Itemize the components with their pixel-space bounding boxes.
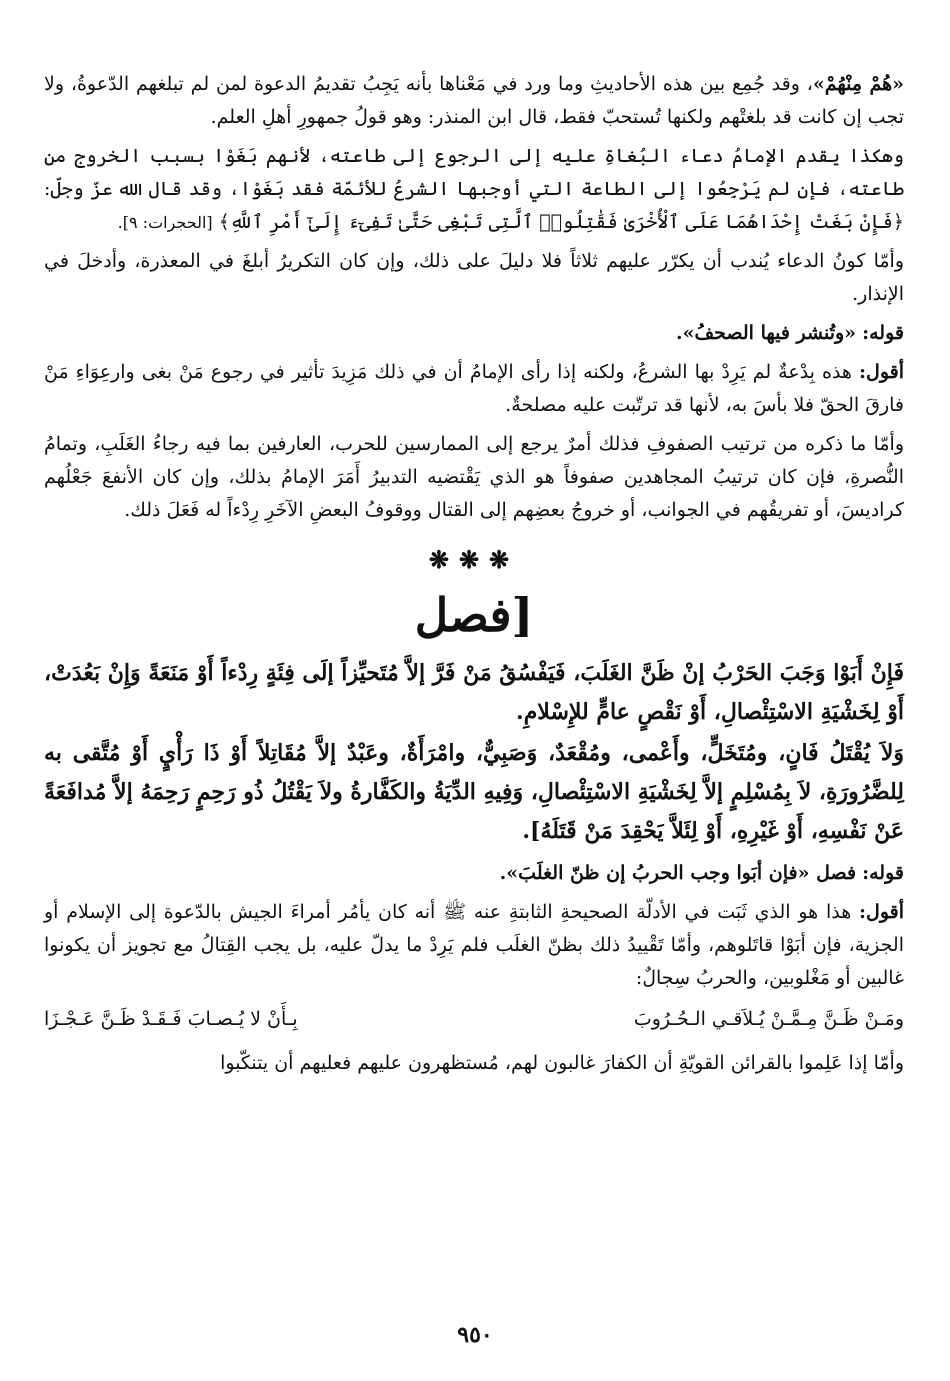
paragraph-4 [44,317,904,350]
sharh-question [44,857,904,890]
qawluh-label: قوله: [862,322,904,344]
sharh-last-line: وأمّا إذا عَلِموا بالقرائن القويّةِ أن الكفارَ غالبون لهم، مُستظهرون عليهم فعليهم أن يتنكّبوا [220,1052,904,1074]
section-separator: ❋❋❋ [428,545,520,574]
paragraph-6: وأمّا ما ذكره من ترتيب الصفوفِ فذلك أمرٌ يرجع إلى الممارسين للحرب، العارفين بما فيه رجاءُ الغَلَبِ، وتمامُ النُّصرةِ، فإن كان ترتيبُ المجاهدين صفوفاً هو الذي يَقْتضيه التدبيرُ أَمَرَ الإمامُ بذلك، وإن كان الأنفعَ جَعْلُهم كراديسَ، أو تفريقُهم في الجوانب، أو خروجُ بعضِهم إلى القتال ووقوفُ البعضِ الآخَرِ رِدْءاً له فَعَلَ ذلك. [44,433,904,521]
page-body [44,68,904,1086]
paragraph-5 [44,356,904,422]
quran-verse: ﴿فَإِنْ بَغَتْ إِحْدَاهُمَا عَلَى ٱلْأُخْرَىٰ فَقَٰتِلُوا۟ ٱلَّتِى تَبْغِى حَتَّىٰ تَفِىٓءَ إِلَىٰٓ أَمْرِ ٱللَّهِ﴾ [218,211,904,233]
poetry-verse [44,1001,904,1037]
paragraph-2-text: وهكذا يقدم الإمامُ دعاء البُغاةِ عليه إلى الرجوع إلى طاعته، لأنهم بَغَوْا بسبب الخروج من طاعته، فإن لم يَرْجِعُوا إلى الطاعة التي أوجبها الشرعُ للأئمّة فقد بَغَوْا، وقد قال الله عزّ وجلّ: [44,145,904,200]
matn-paragraph-1: فَإِنْ أَبَوْا وَجَبَ الحَرْبُ إنْ ظَنَّ الغَلَبَ، فَيَفْسُقُ مَنْ فَرَّ إلاَّ مُتَحيِّزاً إلَى فِئَةٍ رِدْءاً أَوْ مَنَعَةً وَإِنْ بَعُدَتْ، أَوْ لِخَشْيَةِ الاسْتِئْصالِ، أَوْ نَقْصٍ عامٍّ للإِسْلامِ. [44,660,904,725]
section-heading-text: [فصل [414,588,534,642]
aqulu-label: أقول: [859,361,904,383]
qawluh-quote-2: فصل «فإن أبَوا وجب الحربُ إن ظنّ الغلَبَ». [499,862,857,884]
paragraph-3: وأمّا كونُ الدعاء يُندب أن يكرّر عليهم ثلاثاً فلا دليلَ على ذلك، وإن كان التكريرُ أبلغَ في المعذرة، وأدخلَ في الإنذار. [44,250,904,305]
quran-reference: [الحجرات: ٩]. [117,213,213,232]
page-number: ٩٥٠ [457,1322,493,1348]
verse-second-hemistich: بِـأَنْ لا يُـصـابَ فَـقَـدْ ظَـنَّ عَـجْـزَا [44,1008,298,1030]
section-heading [44,588,904,642]
paragraph-5-text: هذه بِدْعةٌ لم يَرِدْ بها الشرعُ، ولكنه إذا رأى الإمامُ أن في ذلك مَزِيدَ تأثير في رجوع مَنْ بغى وارعِوَاءِ مَنْ فارقَ الحقّ فلا بأسَ به، لأنها قد ترتّبت عليه مصلحةٌ. [44,361,904,416]
aqulu-label-2: أقول: [859,901,904,923]
qawluh-quote: «وتُنشر فيها الصحفُ». [675,322,857,344]
matn-paragraph-2: وَلاَ يُقْتَلُ فَانٍ، ومُتَخَلٍّ، وأَعْمى، ومُقْعَدٌ، وَصَبِيٌّ، وامْرَأَةٌ، وعَبْدٌ إلاَّ مُقَاتِلاً أَوْ ذَا رَأْيٍ أَوْ مُتَّقى به لِلضَّرُورَةِ، لاَ بِمُسْلِمٍ إلاَّ لِخَشْيَةِ الاسْتِئْصالِ، وَفِيهِ الدِّيَةُ والكَفَّارةُ ولاَ يَقْتُلُ ذُو رَحِمٍ رَحِمَهُ إلاَّ مُدافَعَةً عَنْ نَفْسِهِ، أَوْ غَيْرِهِ، أَوْ لِئَلاَّ يَحْقِدَ مَنْ قَتَلَهُ]. [44,740,904,844]
verse-first-hemistich: ومَـنْ ظَـنَّ مِـمَّـنْ يُـلاَقـي الـحُـرُوبَ [633,1008,904,1030]
qawluh-label-2: قوله: [862,862,904,884]
sharh-answer [44,896,904,995]
paragraph-1-text: ، وقد جُمِع بين هذه الأحاديثِ وما ورد في مَعْناها بأنه يَجِبُ تقديمُ الدعوة لمن لم تبلغهم الدّعوةُ، ولا تجب إن كانت قد بلغتْهم ولكنها تُستحبّ فقط، قال ابن المنذر: وهو قولُ جمهورِ أهلِ العلم. [44,73,904,128]
quoted-hadith: «هُمْ مِنْهُمْ» [812,73,904,95]
sharh-answer-text: هذا هو الذي ثَبَت في الأدلّة الصحيحةِ الثابتةِ عنه ﷺ أنه كان يأمُر أمراءَ الجيش بالدّعوة إلى الإسلام أو الجزية، فإن أبَوْا قاتَلوهم، وأمّا تَقْييدُ ذلك بظنّ الغلَب فلم يَرِدْ ما يدلّ عليه، بل يجب القِتالُ مع تجويز أن يكونوا غالبين أو مَغْلوبين، والحربُ سِجالٌ: [44,901,904,989]
paragraph-2 [44,140,904,239]
paragraph-1 [44,68,904,134]
